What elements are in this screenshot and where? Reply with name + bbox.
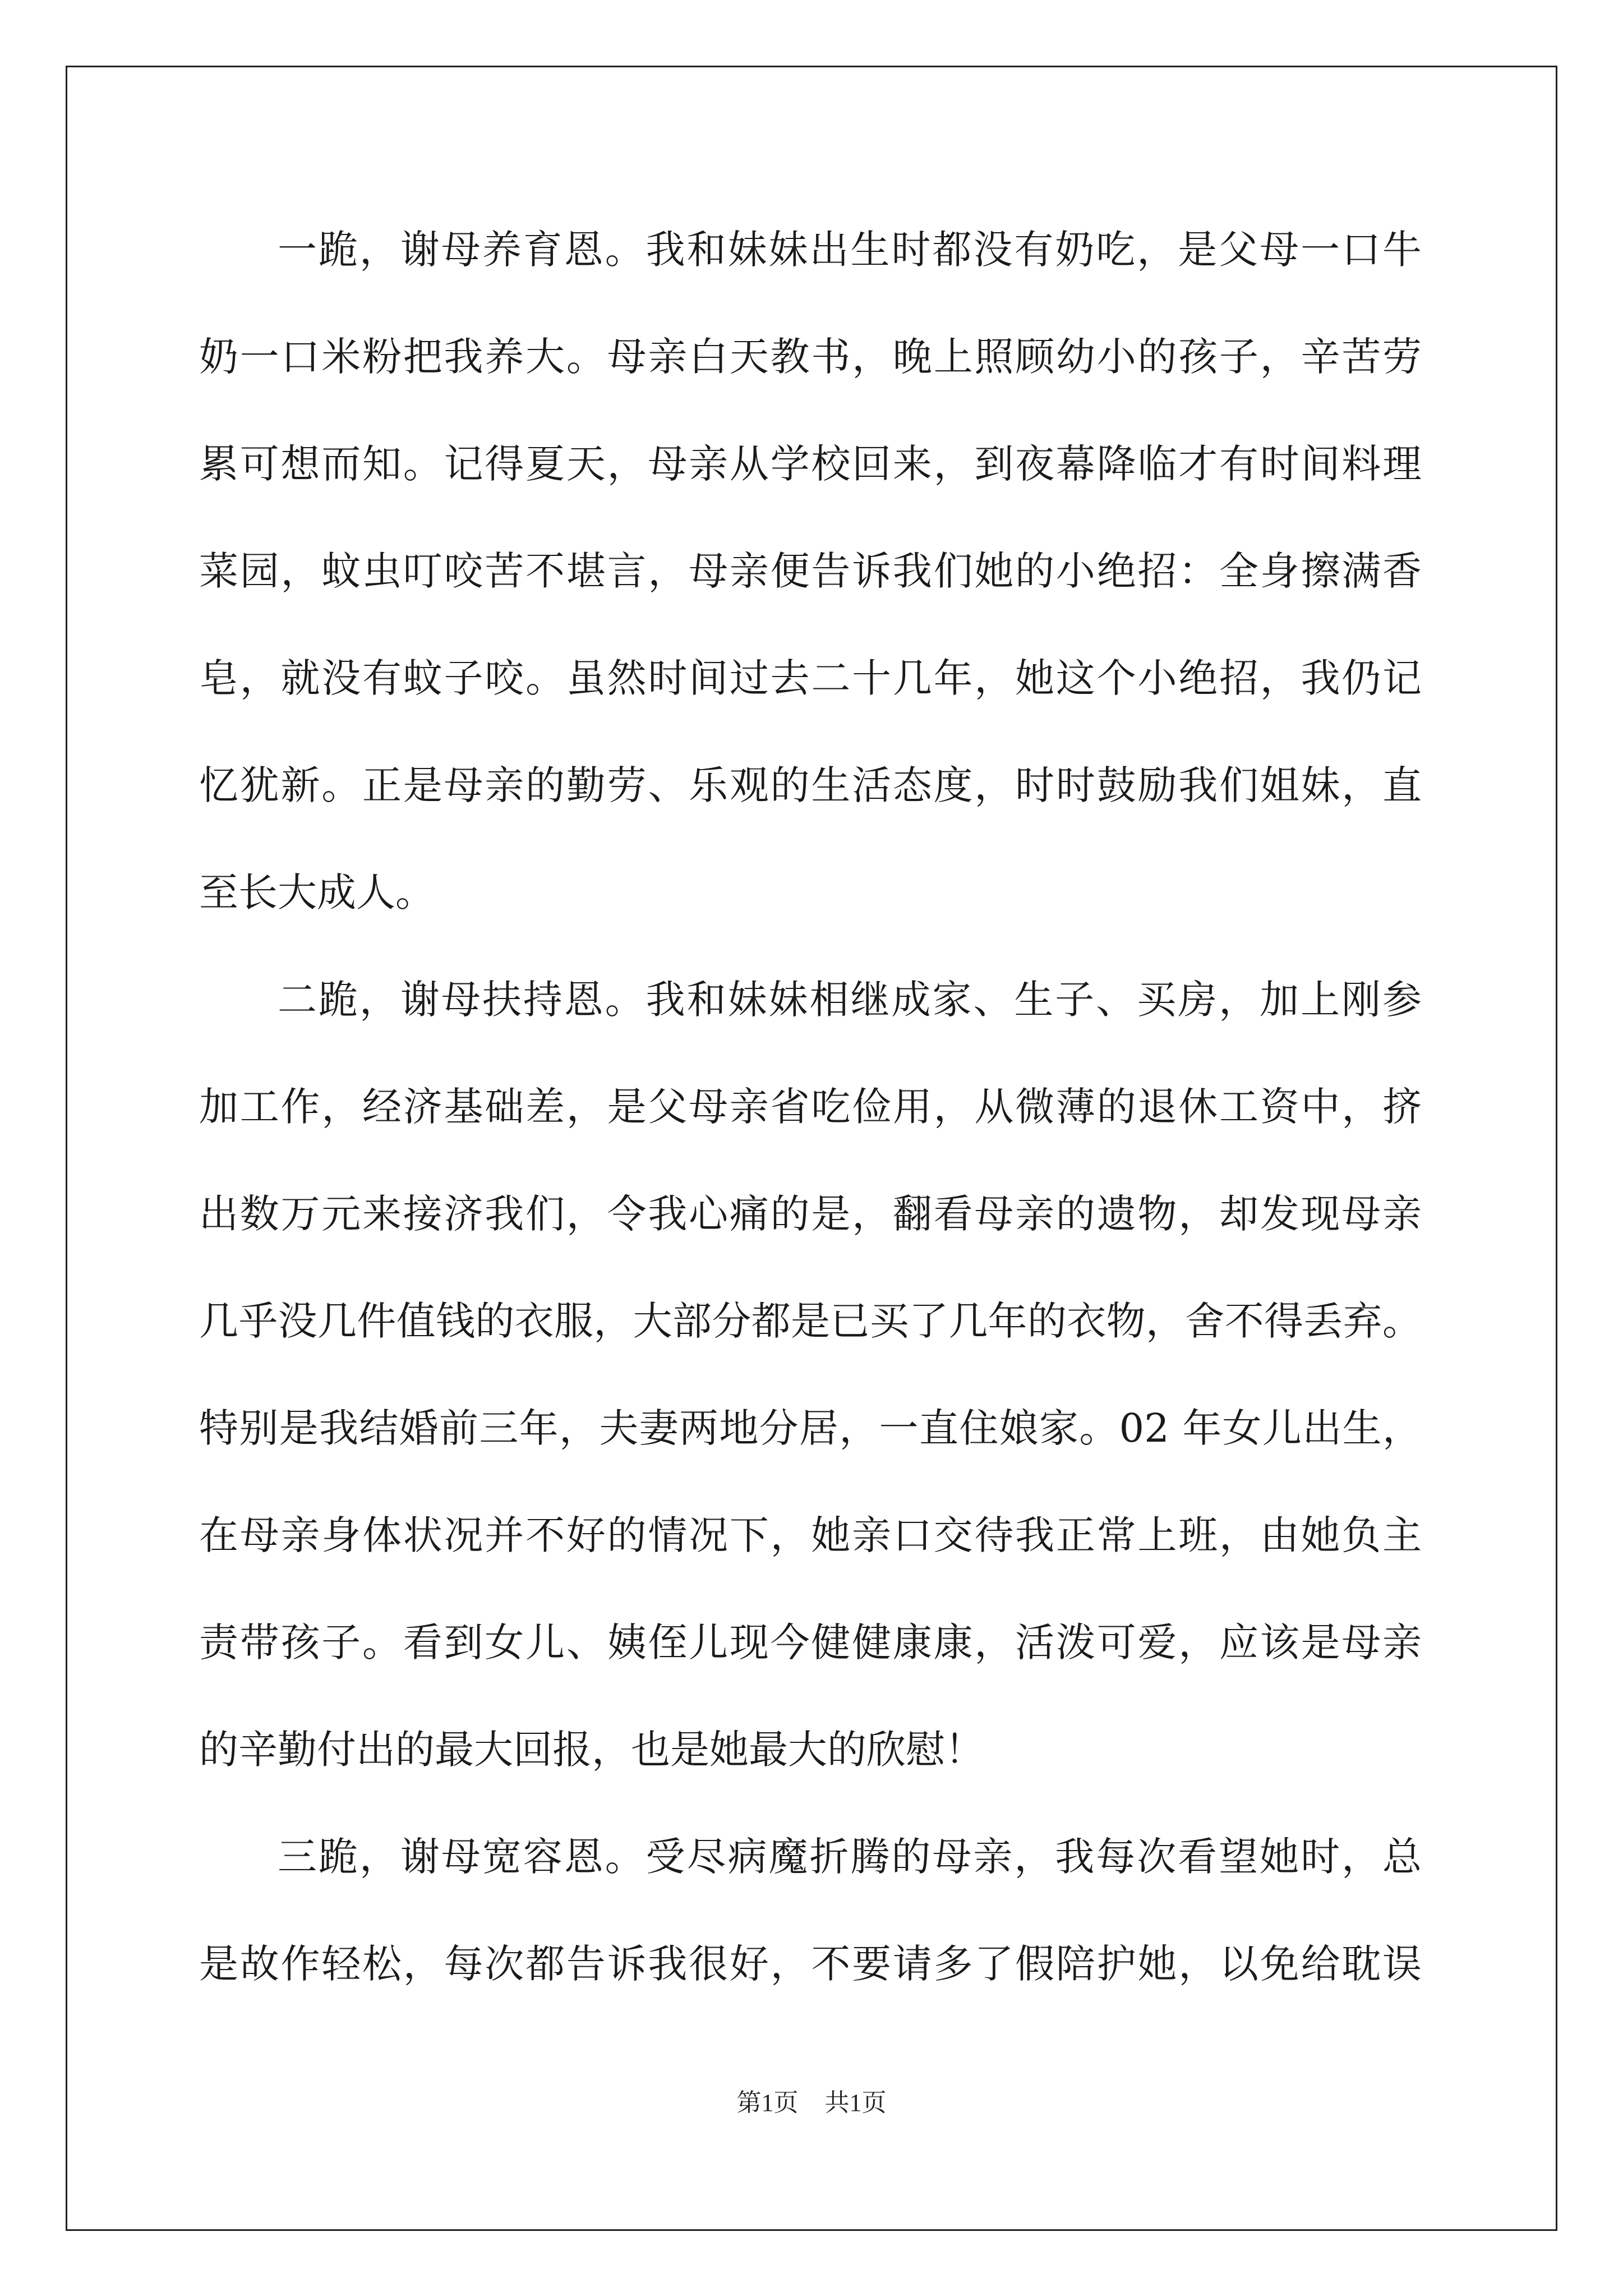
paragraph-1-line-7: 至长大成人。 [199, 869, 435, 915]
paragraph-3-line-2: 是故作轻松，每次都告诉我很好，不要请多了假陪护她，以免给耽误 [199, 1941, 1422, 1987]
page-footer [0, 2082, 1623, 2118]
page-number: 第1页 [736, 2089, 799, 2116]
page-total: 共1页 [824, 2089, 887, 2116]
paragraph-2-line-7: 责带孩子。看到女儿、姨侄儿现今健健康康，活泼可爱，应该是母亲 [199, 1619, 1422, 1665]
document-body [199, 210, 1422, 2032]
paragraph-2-line-1: 二跪，谢母扶持恩。我和妹妹相继成家、生子、买房，加上刚参 [278, 977, 1422, 1023]
paragraph-1-line-2: 奶一口米粉把我养大。母亲白天教书，晚上照顾幼小的孩子，辛苦劳 [199, 334, 1422, 380]
paragraph-2-line-2: 加工作，经济基础差，是父母亲省吃俭用，从微薄的退休工资中，挤 [199, 1084, 1422, 1130]
paragraph-1-line-3: 累可想而知。记得夏天，母亲从学校回来，到夜幕降临才有时间料理 [199, 441, 1422, 487]
paragraph-2-line-4: 几乎没几件值钱的衣服，大部分都是已买了几年的衣物，舍不得丢弃。 [199, 1298, 1422, 1344]
paragraph-2-line-8: 的辛勤付出的最大回报，也是她最大的欣慰！ [199, 1727, 984, 1773]
paragraph-1-line-6: 忆犹新。正是母亲的勤劳、乐观的生活态度，时时鼓励我们姐妹，直 [199, 762, 1422, 808]
paragraph-1-line-4: 菜园，蚊虫叮咬苦不堪言，母亲便告诉我们她的小绝招：全身擦满香 [199, 548, 1422, 594]
paragraph-3-line-1: 三跪，谢母宽容恩。受尽病魔折腾的母亲，我每次看望她时，总 [278, 1834, 1422, 1880]
paragraph-2-line-3: 出数万元来接济我们，令我心痛的是，翻看母亲的遗物，却发现母亲 [199, 1191, 1422, 1237]
paragraph-1-line-1: 一跪，谢母养育恩。我和妹妹出生时都没有奶吃，是父母一口牛 [278, 227, 1422, 273]
paragraph-1-line-5: 皂，就没有蚊子咬。虽然时间过去二十几年，她这个小绝招，我仍记 [199, 655, 1422, 701]
paragraph-2-line-6: 在母亲身体状况并不好的情况下，她亲口交待我正常上班，由她负主 [199, 1512, 1422, 1558]
paragraph-2-line-5: 特别是我结婚前三年，夫妻两地分居，一直住娘家。02 年女儿出生， [199, 1405, 1422, 1451]
